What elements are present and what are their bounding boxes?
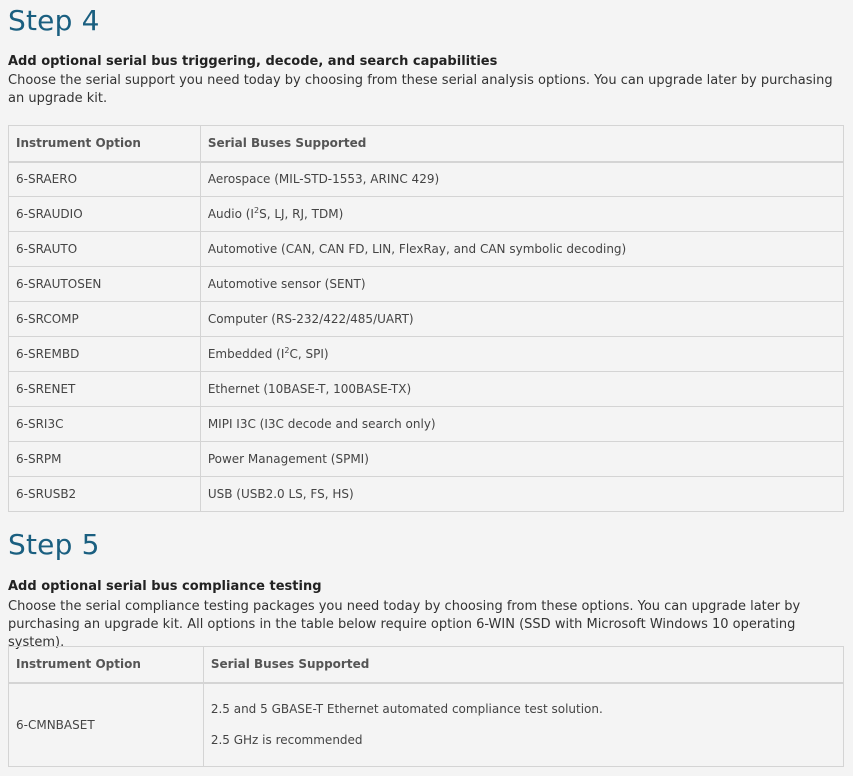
buses-text-pre: Audio (I [207, 207, 254, 221]
option-cell: 6-SRAUTO [9, 232, 201, 267]
step4-options-table [8, 125, 844, 512]
buses-cell: Ethernet (10BASE-T, 100BASE-TX) [200, 372, 843, 407]
table-row [9, 162, 844, 197]
step5-description: Choose the serial compliance testing packages you need today by choosing from these options. You can upgrade later by purchasing an upgrade kit. All options in the table below require option 6-WIN (SSD with Microsoft Windows 10 operating system). [8, 599, 801, 650]
header-serial-buses: Serial Buses Supported [203, 647, 843, 683]
option-cell: 6-CMNBASET [9, 683, 204, 767]
buses-text-pre: Embedded (I [207, 347, 285, 361]
buses-cell: Power Management (SPMI) [200, 442, 843, 477]
step4-description: Choose the serial support you need today by choosing from these serial analysis options. You can upgrade later by purchasing an upgrade kit. [8, 73, 833, 106]
buses-cell [200, 337, 843, 372]
option-cell: 6-SRCOMP [9, 302, 201, 337]
buses-cell [203, 683, 843, 767]
table-row [9, 683, 844, 767]
step4-heading: Step 4 [8, 4, 100, 37]
table-header-row [9, 126, 844, 162]
step5-subheading: Add optional serial bus compliance testing [8, 579, 322, 594]
buses-cell: MIPI I3C (I3C decode and search only) [200, 407, 843, 442]
compliance-recommendation: 2.5 GHz is recommended [210, 733, 363, 748]
header-instrument-option: Instrument Option [9, 126, 201, 162]
table-row [9, 232, 844, 267]
option-cell: 6-SRAUTOSEN [9, 267, 201, 302]
option-cell: 6-SRI3C [9, 407, 201, 442]
table-header-row [9, 647, 844, 683]
superscript: 2 [284, 346, 290, 355]
option-cell: 6-SRUSB2 [9, 477, 201, 512]
step4-subheading: Add optional serial bus triggering, decode, and search capabilities [8, 54, 498, 69]
buses-cell: Automotive sensor (SENT) [200, 267, 843, 302]
buses-text-post: C, SPI) [289, 347, 329, 361]
table-row [9, 442, 844, 477]
buses-cell: Computer (RS-232/422/485/UART) [200, 302, 843, 337]
table-row [9, 372, 844, 407]
table-row [9, 477, 844, 512]
option-cell: 6-SRAUDIO [9, 197, 201, 232]
table-row [9, 407, 844, 442]
buses-text-post: S, LJ, RJ, TDM) [259, 207, 344, 221]
step5-heading: Step 5 [8, 528, 100, 561]
option-cell: 6-SRAERO [9, 162, 201, 197]
table-row [9, 302, 844, 337]
table-row [9, 197, 844, 232]
buses-cell [200, 197, 843, 232]
option-cell: 6-SREMBD [9, 337, 201, 372]
compliance-description: 2.5 and 5 GBASE-T Ethernet automated compliance test solution. [210, 702, 603, 717]
option-cell: 6-SRENET [9, 372, 201, 407]
table-row [9, 267, 844, 302]
buses-cell: Aerospace (MIL-STD-1553, ARINC 429) [200, 162, 843, 197]
step5-options-table [8, 646, 844, 767]
table-row [9, 337, 844, 372]
header-serial-buses: Serial Buses Supported [200, 126, 843, 162]
buses-cell: USB (USB2.0 LS, FS, HS) [200, 477, 843, 512]
superscript: 2 [253, 206, 260, 215]
buses-cell: Automotive (CAN, CAN FD, LIN, FlexRay, and CAN symbolic decoding) [200, 232, 843, 267]
option-cell: 6-SRPM [9, 442, 201, 477]
header-instrument-option: Instrument Option [9, 647, 204, 683]
